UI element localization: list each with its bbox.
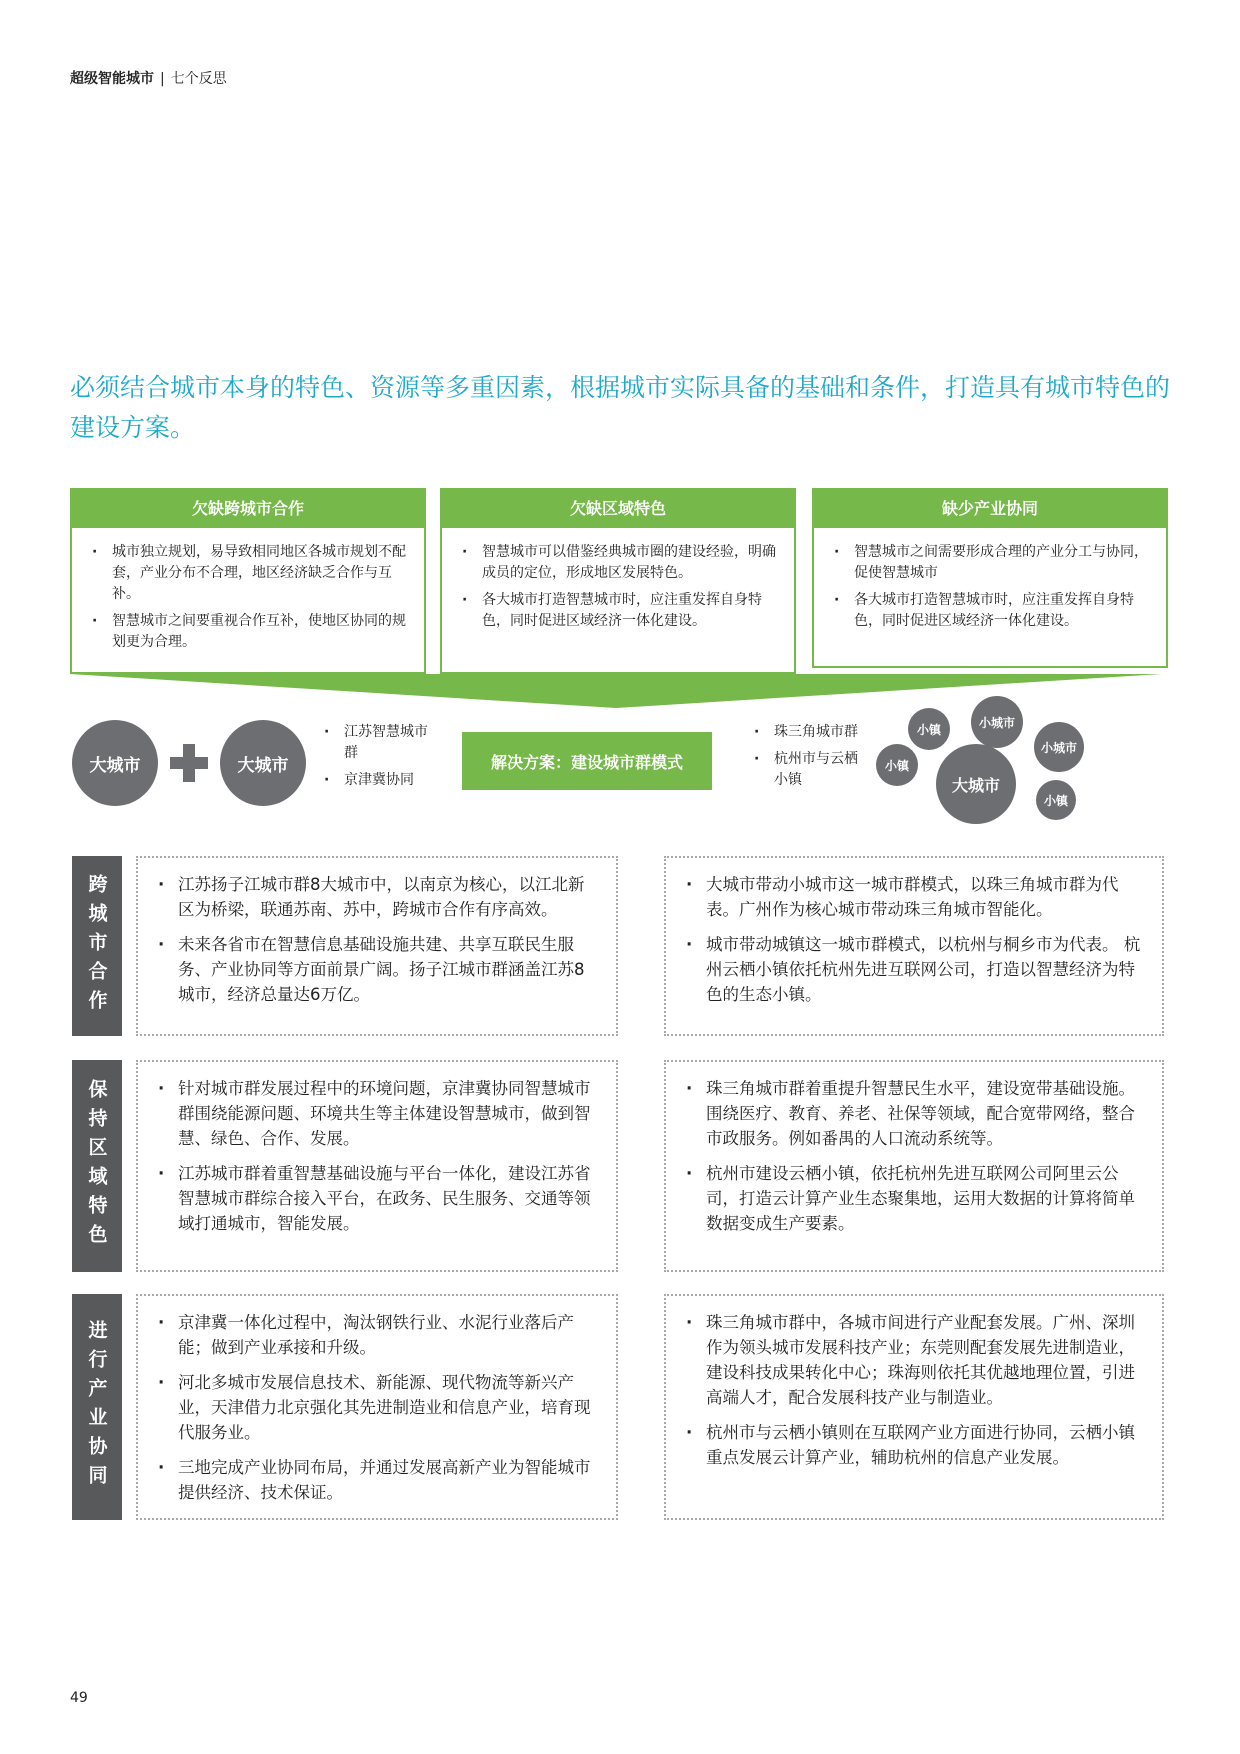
problem-item: · 智慧城市之间需要形成合理的产业分工与协同，促使智慧城市 <box>828 542 1152 584</box>
panel-item: · 珠三角城市群着重提升智慧民生水平，建设宽带基础设施。围绕医疗、教育、养老、社保等领域，配合宽带网络，整合市政服务。例如番禺的人口流动系统等。 <box>684 1076 1144 1151</box>
section-panel-left <box>136 1060 618 1272</box>
problem-item: · 各大城市打造智慧城市时，应注重发挥自身特色，同时促进区域经济一体化建设。 <box>456 590 780 632</box>
problem-item: · 城市独立规划，易导致相同地区各城市规划不配套，产业分布不合理，地区经济缺乏合作与互补。 <box>86 542 410 605</box>
panel-item: · 杭州市建设云栖小镇，依托杭州先进互联网公司阿里云公司，打造云计算产业生态聚集地，运用大数据的计算将简单数据变成生产要素。 <box>684 1161 1144 1236</box>
problem-box-title: 欠缺跨城市合作 <box>72 490 424 528</box>
panel-item: · 京津冀一体化过程中，淘汰钢铁行业、水泥行业落后产能；做到产业承接和升级。 <box>156 1310 598 1360</box>
example-item: · 京津冀协同 <box>322 770 434 791</box>
panel-item: · 针对城市群发展过程中的环境问题，京津冀协同智慧城市群围绕能源问题、环境共生等主体建设智慧城市，做到智慧、绿色、合作、发展。 <box>156 1076 598 1151</box>
big-city-circle: 大城市 <box>72 720 158 806</box>
left-examples <box>322 722 434 797</box>
section-panel-right <box>664 1294 1164 1520</box>
lead-statement: 必须结合城市本身的特色、资源等多重因素，根据城市实际具备的基础和条件，打造具有城市特色的建设方案。 <box>70 373 1171 442</box>
section-panel-left <box>136 1294 618 1520</box>
problem-item: · 各大城市打造智慧城市时，应注重发挥自身特色，同时促进区域经济一体化建设。 <box>828 590 1152 632</box>
small-town-circle: 小镇 <box>908 708 950 750</box>
panel-item: · 江苏扬子江城市群8大城市中，以南京为核心，以江北新区为桥梁，联通苏南、苏中，跨城市合作有序高效。 <box>156 872 598 922</box>
panel-item: · 河北多城市发展信息技术、新能源、现代物流等新兴产业，天津借力北京强化其先进制造业和信息产业，培育现代服务业。 <box>156 1370 598 1445</box>
header-separator: | <box>160 71 165 87</box>
problem-box-industry <box>812 488 1168 668</box>
problem-box-cross-city <box>70 488 426 674</box>
example-item: · 江苏智慧城市群 <box>322 722 434 764</box>
example-item: · 珠三角城市群 <box>752 722 864 743</box>
header-title: 超级智能城市 <box>70 71 154 87</box>
small-town-circle: 小镇 <box>1036 780 1076 820</box>
panel-item: · 未来各省市在智慧信息基础设施共建、共享互联民生服务、产业协同等方面前景广阔。扬子江城市群涵盖江苏8城市，经济总量达6万亿。 <box>156 932 598 1007</box>
section-label: 保持区域特色 <box>72 1060 122 1272</box>
panel-item: · 江苏城市群着重智慧基础设施与平台一体化，建设江苏省智慧城市群综合接入平台，在政务、民生服务、交通等领域打通城市，智能发展。 <box>156 1161 598 1236</box>
problem-item: · 智慧城市之间要重视合作互补，使地区协同的规划更为合理。 <box>86 611 410 653</box>
panel-item: · 三地完成产业协同布局，并通过发展高新产业为智能城市提供经济、技术保证。 <box>156 1455 598 1505</box>
panel-item: · 大城市带动小城市这一城市群模式，以珠三角城市群为代表。广州作为核心城市带动珠三角城市智能化。 <box>684 872 1144 922</box>
plus-icon <box>170 744 208 782</box>
problem-box-regional <box>440 488 796 674</box>
panel-item: · 城市带动城镇这一城市群模式，以杭州与桐乡市为代表。 杭州云栖小镇依托杭州先进互联网公司，打造以智慧经济为特色的生态小镇。 <box>684 932 1144 1007</box>
header-subtitle: 七个反思 <box>170 71 227 87</box>
problem-item: · 智慧城市可以借鉴经典城市圈的建设经验，明确成员的定位，形成地区发展特色。 <box>456 542 780 584</box>
page-number: 49 <box>70 1690 88 1706</box>
small-city-circle: 小城市 <box>971 696 1023 748</box>
running-header <box>70 68 227 88</box>
section-panel-left <box>136 856 618 1036</box>
problem-box-title: 缺少产业协同 <box>814 490 1166 528</box>
solution-banner: 解决方案：建设城市群模式 <box>462 732 712 790</box>
section-label: 跨城市合作 <box>72 856 122 1036</box>
big-city-circle: 大城市 <box>220 720 306 806</box>
section-label: 进行产业协同 <box>72 1294 122 1520</box>
right-examples <box>752 722 864 797</box>
section-panel-right <box>664 1060 1164 1272</box>
panel-item: · 珠三角城市群中，各城市间进行产业配套发展。广州、深圳作为领头城市发展科技产业；东莞则配套发展先进制造业，建设科技成果转化中心；珠海则依托其优越地理位置，引进高端人才，配合发展科技产业与制造业。 <box>684 1310 1144 1410</box>
panel-item: · 杭州市与云栖小镇则在互联网产业方面进行协同，云栖小镇重点发展云计算产业，辅助杭州的信息产业发展。 <box>684 1420 1144 1470</box>
problem-box-title: 欠缺区域特色 <box>442 490 794 528</box>
big-city-circle: 大城市 <box>936 744 1016 824</box>
small-town-circle: 小镇 <box>876 744 918 786</box>
small-city-circle: 小城市 <box>1034 722 1084 772</box>
section-panel-right <box>664 856 1164 1036</box>
example-item: · 杭州市与云栖小镇 <box>752 749 864 791</box>
